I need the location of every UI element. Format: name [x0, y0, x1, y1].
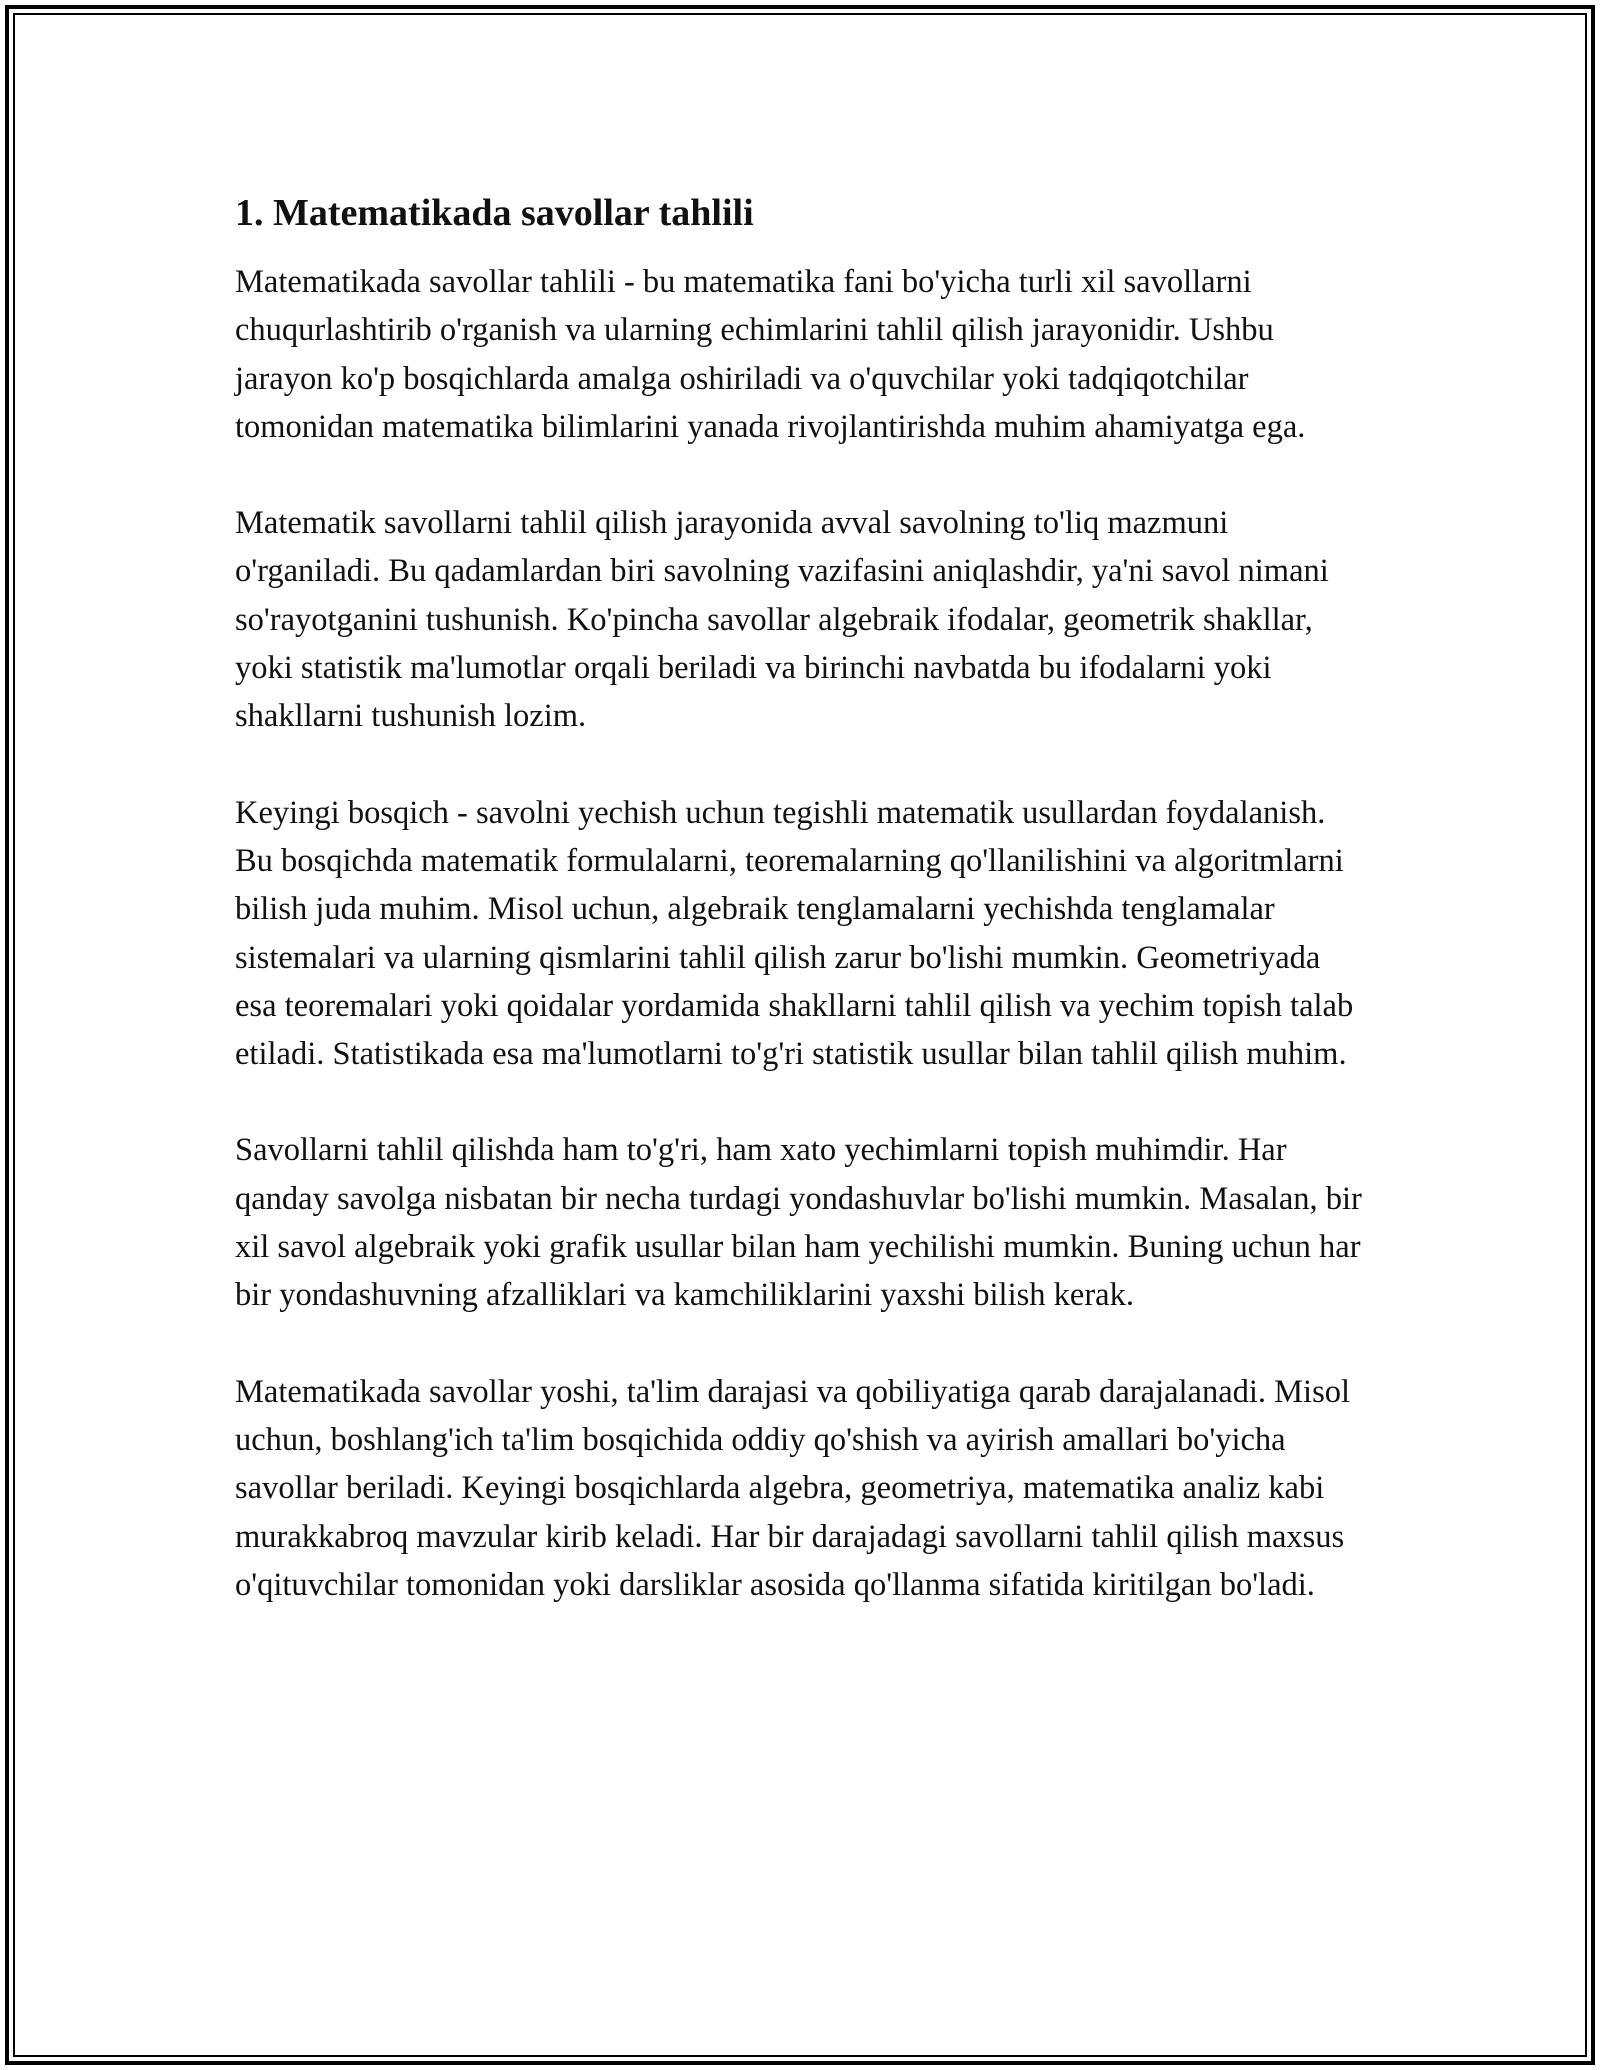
paragraph: Matematikada savollar yoshi, ta'lim darajasi va qobiliyatiga qarab darajalanadi. Misol uchun, boshlang'ich ta'lim bosqichida oddiy qo'shish va ayirish amallari bo'yicha savollar beriladi. Keyingi bosqichlarda algebra, geometriya, matematika analiz kabi murakkabroq mavzular kirib keladi. Har bir darajadagi savollarni tahlil qilish maxsus o'qituvchilar tomonidan yoki darsliklar asosida qo'llanma sifatida kiritilgan bo'ladi. [235, 1373, 1351, 1603]
paragraph: Savollarni tahlil qilishda ham to'g'ri, ham xato yechimlarni topish muhimdir. Har qanday savolga nisbatan bir necha turdagi yondashuvlar bo'lishi mumkin. Masalan, bir xil savol algebraik yoki grafik usullar bilan ham yechilishi mumkin. Buning uchun har bir yondashuvning afzalliklari va kamchiliklarini yaxshi bilish kerak. [235, 1132, 1362, 1314]
paragraph: Matematik savollarni tahlil qilish jarayonida avval savolning to'liq mazmuni o'rganiladi. Bu qadamlardan biri savolning vazifasini aniqlashdir, ya'ni savol nimani so'rayotganini tushunish. Ko'pincha savollar algebraik ifodalar, geometrik shakllar, yoki statistik ma'lumotlar orqali beriladi va birinchi navbatda bu ifodalarni yoki shakllarni tushunish lozim. [235, 505, 1329, 735]
paragraph: Keyingi bosqich - savolni yechish uchun tegishli matematik usullardan foydalanish. Bu bosqichda matematik formulalarni, teoremalarning qo'llanilishini va algoritmlarni bilish juda muhim. Misol uchun, algebraik tenglamalarni yechishda tenglamalar sistemalari va ularning qismlarini tahlil qilish zarur bo'lishi mumkin. Geometriyada esa teoremalari yoki qoidalar yordamida shakllarni tahlil qilish va yechim topish talab etiladi. Statistikada esa ma'lumotlarni to'g'ri statistik usullar bilan tahlil qilish muhim. [235, 794, 1354, 1073]
paragraph: Matematikada savollar tahlili - bu matematika fani bo'yicha turli xil savollarni chuqurlashtirib o'rganish va ularning echimlarini tahlil qilish jarayonidir. Ushbu jarayon ko'p bosqichlarda amalga oshiriladi va o'quvchilar yoki tadqiqotchilar tomonidan matematika bilimlarini yanada rivojlantirishda muhim ahamiyatga ega. [235, 264, 1306, 445]
document-body [235, 188, 1365, 1657]
section-heading: 1. Matematikada savollar tahlili [235, 192, 754, 234]
